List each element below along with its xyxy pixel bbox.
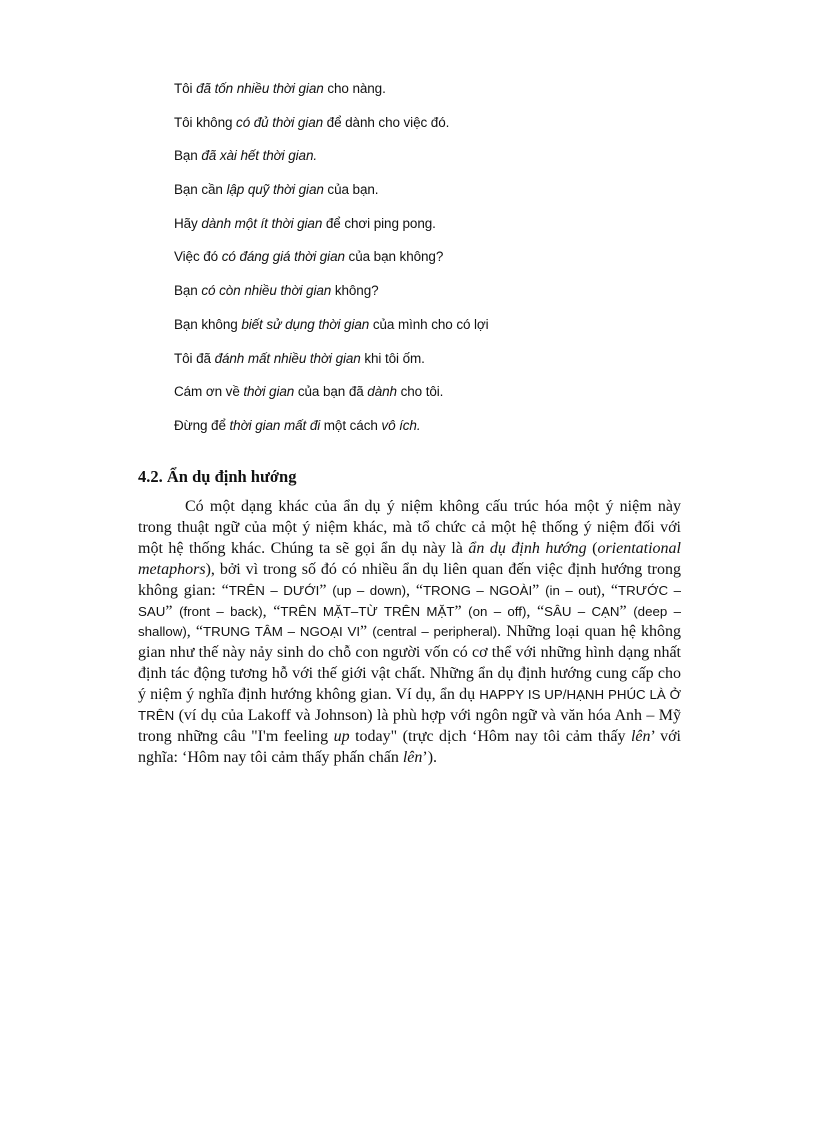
example-sentence xyxy=(174,180,734,214)
example-sentence xyxy=(174,247,734,281)
paragraph-sans-run: TRUNG TÂM – NGOẠI VI xyxy=(202,624,361,640)
example-italic-phrase: lập quỹ thời gian xyxy=(226,182,324,198)
example-italic-phrase: thời gian mất đi xyxy=(229,417,321,433)
example-text: của bạn không? xyxy=(344,249,444,265)
example-text: cho nàng. xyxy=(323,81,386,96)
paragraph-text-run: . Những loại quan hệ không gian như thế này nảy sinh do chỗ con người vốn có cơ thể với những hình dạng nhất định tác động tương hỗ với thế giới vật chất. Những ẩn dụ định hướng cung cấp cho ý niệm ý nghĩa định hướng không gian. Ví dụ, ẩn dụ xyxy=(138,623,682,704)
example-sentence xyxy=(174,416,734,450)
example-text: một cách xyxy=(320,417,382,433)
paragraph-text-run: ” xyxy=(532,581,546,599)
example-text: Việc đó xyxy=(174,249,222,265)
paragraph-sans-run: (central – peripheral) xyxy=(372,624,498,640)
example-italic-phrase: dành xyxy=(367,384,397,400)
paragraph-sans-run: TRÊN – DƯỚI xyxy=(228,582,320,598)
paragraph-sans-run: (in – out) xyxy=(545,582,602,598)
example-italic-phrase: có đủ thời gian xyxy=(236,114,324,130)
example-text: của bạn. xyxy=(323,182,379,198)
paragraph-sans-run: TRƯỚC – SAU xyxy=(138,582,682,619)
paragraph-italic-run: up xyxy=(333,727,350,745)
paragraph-text-run: ” xyxy=(619,602,634,620)
example-sentence xyxy=(174,214,734,248)
example-text: để dành cho việc đó. xyxy=(323,114,450,130)
paragraph-sans-run: (front – back) xyxy=(179,603,263,619)
paragraph-text-run: ” xyxy=(319,581,333,599)
example-sentence xyxy=(174,79,734,113)
paragraph-sans-run: SÂU – CẠN xyxy=(544,603,620,619)
example-sentence xyxy=(174,146,734,180)
paragraph-sans-run: (deep – shallow) xyxy=(138,603,681,640)
example-italic-phrase: dành một ít thời gian xyxy=(201,215,323,231)
paragraph-sans-run: (up – down) xyxy=(332,582,407,598)
paragraph-text-run: , “ xyxy=(262,602,281,620)
example-text: của bạn đã xyxy=(294,384,368,400)
paragraph-text-run: ), bởi vì trong số đó có nhiều ẩn dụ liên quan đến việc định hướng trong không gian: “ xyxy=(138,560,681,599)
example-text: Tôi đã xyxy=(174,350,215,366)
paragraph-text-run: ” xyxy=(454,602,469,620)
paragraph-sans-run: HAPPY IS UP/HẠNH PHÚC LÀ Ở TRÊN xyxy=(138,687,681,724)
paragraph-text-run: , “ xyxy=(186,623,203,641)
example-text: cho tôi. xyxy=(396,384,444,400)
example-text: của mình cho có lợi xyxy=(369,316,489,332)
paragraph-text-run: ” xyxy=(360,623,373,641)
paragraph-italic-run: ẩn dụ định hướng xyxy=(468,539,587,557)
example-text: Tôi không xyxy=(174,114,237,130)
paragraph-sans-run: TRONG – NGOÀI xyxy=(422,582,533,598)
paragraph-italic-run: orientational metaphors xyxy=(138,539,681,578)
example-text: Bạn xyxy=(174,283,202,299)
example-sentence-list xyxy=(174,79,734,450)
example-text: Tôi xyxy=(174,81,197,96)
example-sentence xyxy=(174,315,734,349)
example-italic-phrase: biết sử dụng thời gian xyxy=(241,316,370,332)
paragraph-italic-run: lên xyxy=(402,748,423,766)
example-sentence xyxy=(174,281,734,315)
example-text: không? xyxy=(331,283,379,299)
example-sentence xyxy=(174,382,734,416)
example-text: Đừng để xyxy=(174,417,230,433)
example-sentence xyxy=(174,113,734,147)
example-text: Cám ơn về xyxy=(174,384,244,400)
paragraph-text-run: , “ xyxy=(601,581,619,599)
example-italic-phrase: thời gian xyxy=(243,384,295,400)
example-italic-phrase: đánh mất nhiều thời gian xyxy=(214,350,361,366)
paragraph-text-run: ” xyxy=(165,602,180,620)
body-paragraph xyxy=(138,497,681,769)
example-text: Hãy xyxy=(174,215,202,231)
section-heading: 4.2. Ẩn dụ định hướng xyxy=(138,467,297,486)
example-text: Bạn không xyxy=(174,316,242,332)
paragraph-sans-run: TRÊN MẶT–TỪ TRÊN MẶT xyxy=(280,603,455,619)
example-italic-phrase: có còn nhiều thời gian xyxy=(201,283,332,299)
paragraph-italic-run: lên xyxy=(630,727,651,745)
example-italic-phrase: vô ích. xyxy=(381,417,421,433)
example-text: để chơi ping pong. xyxy=(322,215,436,231)
paragraph-text-run: ’). xyxy=(422,748,438,766)
example-text: khi tôi ốm. xyxy=(360,350,425,366)
example-italic-phrase: đã xài hết thời gian. xyxy=(201,148,318,164)
paragraph-text-run: , “ xyxy=(526,602,545,620)
paragraph-text-run: ’ với nghĩa: ‘Hôm nay tôi cảm thấy phấn chấn xyxy=(138,727,682,766)
paragraph-text-run: today" (trực dịch ‘Hôm nay tôi cảm thấy xyxy=(349,727,631,745)
paragraph-text-run: (ví dụ của Lakoff và Johnson) là phù hợp với ngôn ngữ và văn hóa Anh – Mỹ trong những câu "I'm feeling xyxy=(138,707,681,745)
example-italic-phrase: đã tốn nhiều thời gian xyxy=(196,81,324,96)
example-italic-phrase: có đáng giá thời gian xyxy=(221,249,345,265)
example-sentence xyxy=(174,349,734,383)
example-text: Bạn cần xyxy=(174,182,227,198)
paragraph-text-run: Có một dạng khác của ẩn dụ ý niệm không cấu trúc hóa một ý niệm này trong thuật ngữ của một ý niệm khác, mà tổ chức cả một hệ thống ý niệm đối với một hệ thống khác. Chúng ta sẽ gọi ẩn dụ này là xyxy=(138,498,681,557)
example-text: Bạn xyxy=(174,148,202,164)
paragraph-text-run: , “ xyxy=(406,581,423,599)
paragraph-sans-run: (on – off) xyxy=(468,603,527,619)
paragraph-text-run: ( xyxy=(586,539,598,557)
